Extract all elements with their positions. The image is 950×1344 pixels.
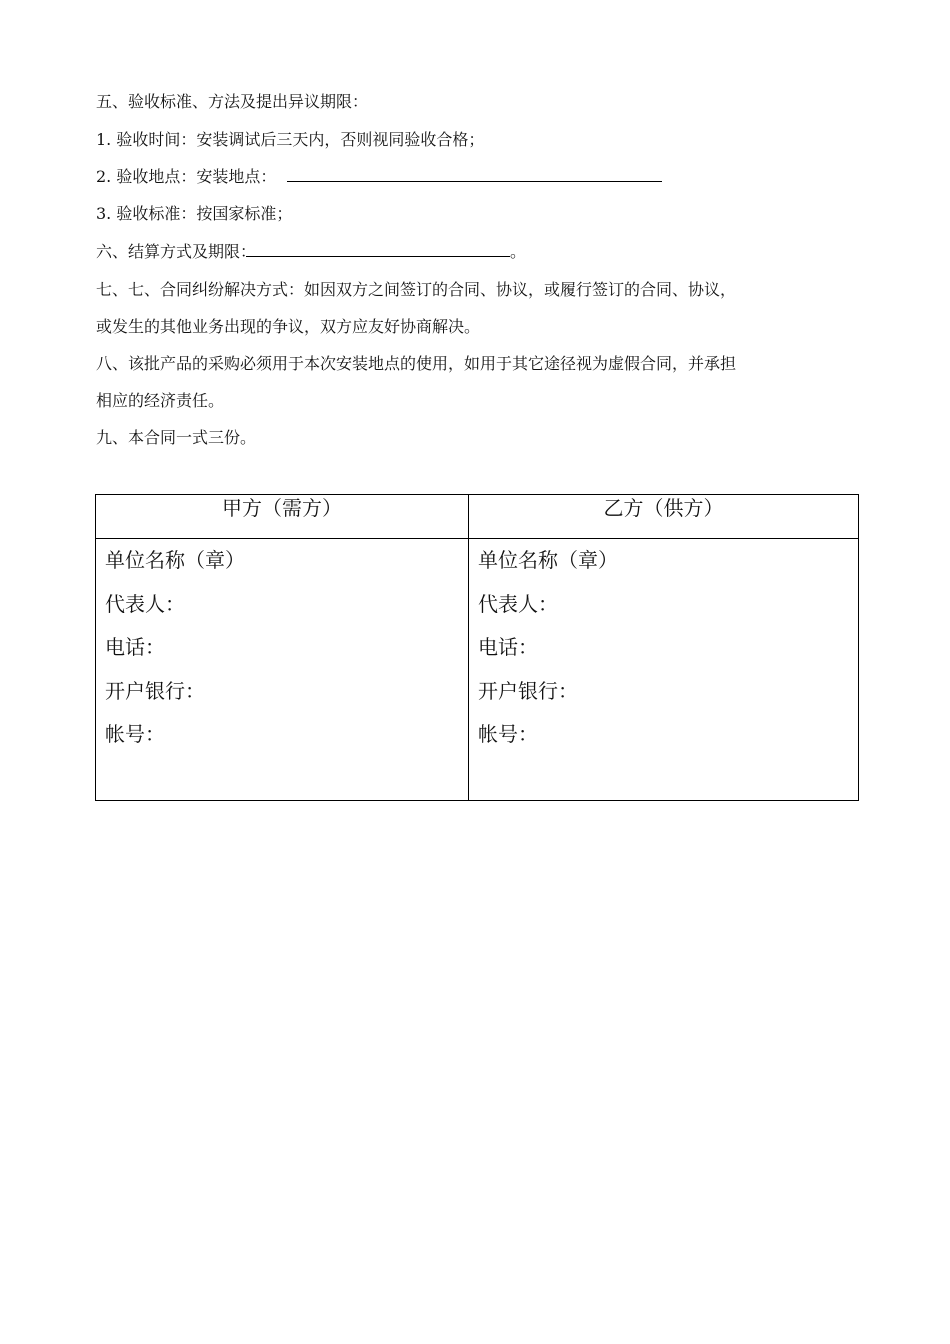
party-a-cell (96, 539, 469, 801)
party-a-header: 甲方（需方） (96, 495, 469, 539)
party-b-representative: 代表人： (478, 591, 558, 616)
install-location-blank[interactable] (287, 167, 662, 182)
clause-eight-line-1: 八、该批产品的采购必须用于本次安装地点的使用，如用于其它途径视为虚假合同，并承担 (96, 354, 737, 373)
clause-five-item-2-label: 2. 验收地点：安装地点： (96, 167, 277, 186)
party-a-phone: 电话： (105, 635, 165, 659)
clause-eight-line-2: 相应的经济责任。 (96, 391, 225, 410)
clause-seven-line-1: 七、七、合同纠纷解决方式：如因双方之间签订的合同、协议，或履行签订的合同、协议， (96, 280, 737, 299)
clause-five-item-3: 3. 验收标准：按国家标准； (96, 204, 293, 223)
party-a-representative: 代表人： (105, 591, 185, 616)
clause-six-end: 。 (510, 242, 527, 261)
signature-table (95, 494, 859, 801)
clause-five-item-1: 1. 验收时间：安装调试后三天内，否则视同验收合格； (96, 130, 485, 149)
clause-five-item-2 (96, 167, 662, 187)
signature-table-body-row (96, 539, 859, 801)
settlement-blank[interactable] (246, 242, 510, 257)
party-b-header: 乙方（供方） (469, 495, 859, 539)
clause-six-label: 六、结算方式及期限： (96, 242, 257, 261)
clause-five-heading: 五、验收标准、方法及提出异议期限： (96, 92, 369, 111)
signature-table-header-row (96, 495, 859, 539)
party-b-company-name: 单位名称（章） (478, 548, 618, 572)
party-b-cell (469, 539, 859, 801)
party-b-phone: 电话： (478, 635, 538, 659)
clause-nine: 九、本合同一式三份。 (96, 428, 257, 447)
clause-six (96, 242, 526, 262)
party-a-account: 帐号： (105, 722, 165, 746)
party-b-account: 帐号： (478, 722, 538, 746)
party-a-company-name: 单位名称（章） (105, 548, 245, 572)
party-a-bank: 开户银行： (105, 678, 205, 703)
party-b-bank: 开户银行： (478, 678, 578, 703)
clause-seven-line-2: 或发生的其他业务出现的争议，双方应友好协商解决。 (96, 317, 481, 336)
